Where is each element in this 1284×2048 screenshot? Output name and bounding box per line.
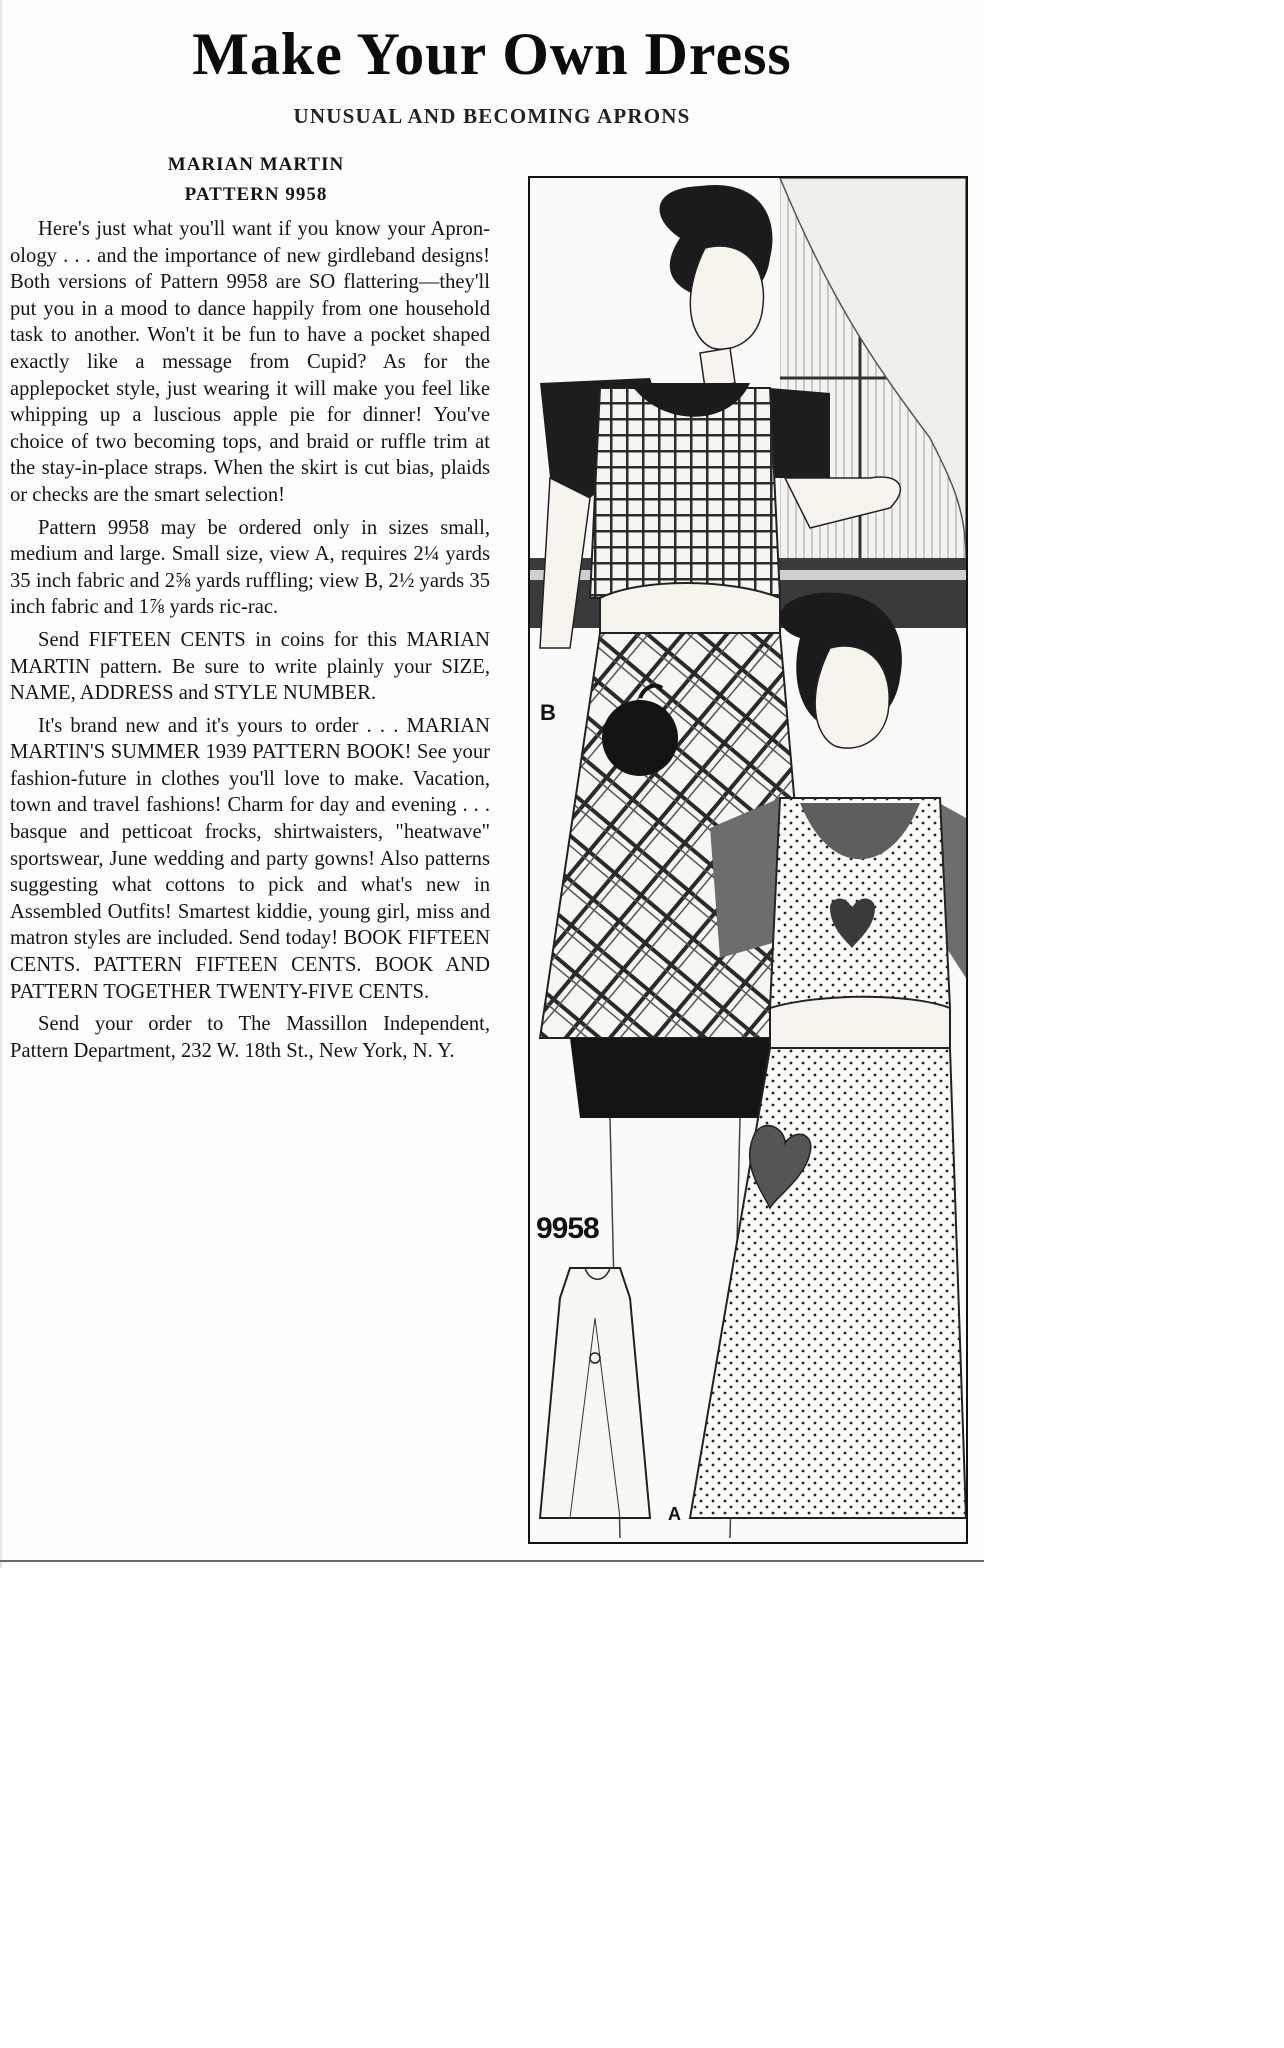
view-label-a: A <box>668 1504 681 1524</box>
article-body <box>10 216 490 1070</box>
bottom-rule <box>0 1560 984 1562</box>
pattern-flat-sketch <box>540 1268 650 1518</box>
apron-illustration <box>528 176 968 1544</box>
headline: Make Your Own Dress <box>192 21 792 87</box>
left-edge-rule <box>0 0 2 1568</box>
paragraph-ordering: Send FIFTEEN CENTS in coins for this MARIAN MARTIN pattern. Be sure to write plainly your SIZE, NAME, ADDRESS and STYLE NUMBER. <box>10 628 490 705</box>
view-label-b: B <box>540 700 556 725</box>
subheadline: UNUSUAL AND BECOMING APRONS <box>293 104 691 128</box>
byline <box>96 150 416 210</box>
style-number-label: 9958 <box>536 1212 599 1245</box>
byline-pattern: PATTERN 9958 <box>184 184 328 205</box>
paragraph-pattern-book: It's brand new and it's yours to order . . . MARIAN MARTIN'S SUMMER 1939 PATTERN BOOK! See your fashion-future in clothes you'll love to make. Vacation, town and travel fashions! Charm for day and evening . . . basque and petticoat frocks, shirtwaisters, "heatwave" sportswear, June wedding and party gowns! Also patterns suggesting what cottons to pick and what's new in Assembled Outfits! Smartest kiddie, young girl, miss and matron styles are included. Send today! BOOK FIFTEEN CENTS. PATTERN FIFTEEN CENTS. BOOK AND PATTERN TOGETHER TWENTY-FIVE CENTS. <box>10 714 490 1003</box>
paragraph-sizes: Pattern 9958 may be ordered only in sizes small, medium and large. Small size, view A, requires 2¼ yards 35 inch fabric and 2⅝ yards ruffling; view B, 2½ yards 35 inch fabric and 1⅞ yards ric-rac. <box>10 516 490 619</box>
byline-name: MARIAN MARTIN <box>167 154 345 175</box>
paragraph-address: Send your order to The Massillon Independent, Pattern Department, 232 W. 18th St., New York, N. Y. <box>10 1013 490 1062</box>
paragraph-description: Here's just what you'll want if you know your Apron-ology . . . and the importance of new girdleband designs! Both versions of Pattern 9958 are SO flattering—they'll put you in a mood to dance happily from one household task to another. Won't it be fun to have a pocket shaped exactly like a message from Cupid? As for the applepocket style, just wearing it will make you feel like whipping up a luscious apple pie for dinner! You've choice of two becoming tops, and braid or ruffle trim at the stay-in-place straps. When the skirt is cut bias, plaids or checks are the smart selection! <box>10 218 490 506</box>
